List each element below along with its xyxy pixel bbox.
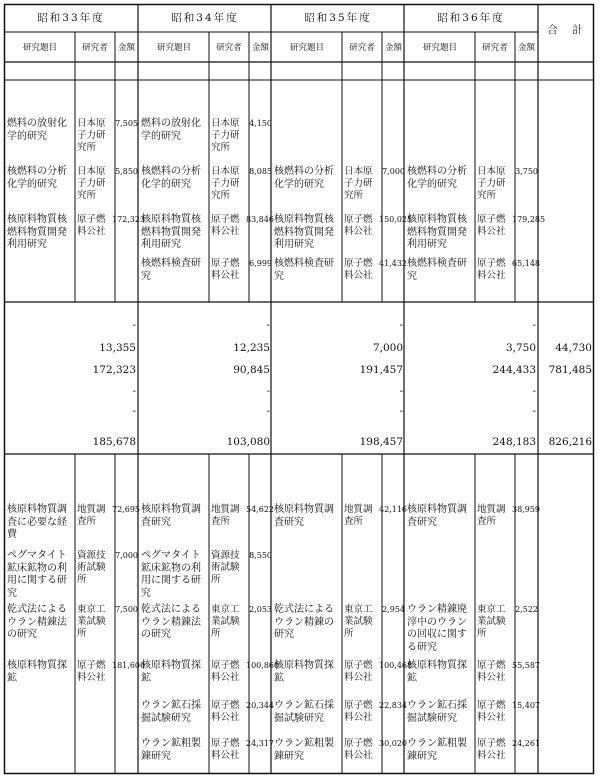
- summary-value: -: [399, 406, 403, 417]
- research-title: ウラン鉱粗製錬研究: [141, 738, 201, 762]
- researcher: 原子燃料公社: [211, 738, 240, 761]
- amount: 4,150: [249, 119, 272, 128]
- research-title: ウラン鉱石採掘試験研究: [274, 700, 334, 724]
- summary-total: 826,216: [548, 436, 592, 448]
- amount: 2,053: [249, 605, 272, 614]
- summary-value: 244,433: [492, 364, 536, 376]
- research-title: 核原料物質調査研究: [407, 504, 467, 528]
- year-header: 昭和33年度: [37, 12, 105, 24]
- researcher: 日本原子力研究所: [211, 166, 240, 201]
- amount: 38,959: [512, 505, 540, 514]
- amount: 179,285: [512, 215, 546, 224]
- research-title: ウラン鉱粗製錬研究: [274, 738, 334, 762]
- amount: 2,954: [382, 605, 405, 614]
- amount: 30,020: [379, 739, 407, 748]
- summary-value: -: [266, 406, 270, 417]
- researcher: 原子燃料公社: [77, 660, 106, 683]
- research-title: 核原料物質核燃料物質開発利用研究: [7, 214, 67, 250]
- summary-value: 248,183: [492, 436, 536, 448]
- researcher: 原子燃料公社: [211, 214, 240, 237]
- research-title: 核燃料の分析化学的研究: [7, 166, 67, 190]
- amount: 65,148: [512, 259, 540, 268]
- research-title: ペグマタイト鉱床鉱物の利用に関する研究: [7, 550, 67, 599]
- researcher: 日本原子力研究所: [77, 118, 106, 153]
- column-header-amount: 金額: [384, 43, 402, 53]
- amount: 54,622: [246, 505, 274, 514]
- amount: 150,025: [379, 215, 413, 224]
- researcher: 地質調査所: [344, 504, 373, 527]
- amount: 7,000: [115, 551, 138, 560]
- amount: 8,085: [249, 167, 272, 176]
- research-title: 乾式法によるウラン精錬の研究: [274, 604, 334, 640]
- researcher: 原子燃料公社: [477, 700, 506, 723]
- researcher: 地質調査所: [77, 504, 106, 527]
- year-header: 昭和34年度: [171, 12, 239, 24]
- research-title: 核原料物質調査に必要な経費: [7, 504, 67, 540]
- research-title: 核原料物質核燃料物質開発利用研究: [274, 214, 334, 250]
- amount: 41,432: [379, 259, 407, 268]
- researcher: 日本原子力研究所: [211, 118, 240, 153]
- summary-value: 191,457: [359, 364, 403, 376]
- research-title: 核燃料の分析化学的研究: [407, 166, 467, 190]
- research-title: ペグマタイト鉱床鉱物の利用に関する研究: [141, 550, 201, 599]
- summary-value: 7,000: [372, 342, 403, 354]
- column-header-amount: 金額: [251, 43, 269, 53]
- summary-value: 103,080: [226, 436, 270, 448]
- researcher: 原子燃料公社: [344, 214, 373, 237]
- amount: 83,846: [246, 215, 274, 224]
- budget-table: [4, 4, 594, 774]
- researcher: 原子燃料公社: [77, 214, 106, 237]
- research-title: 核燃料の分析化学的研究: [274, 166, 334, 190]
- column-header-amount: 金額: [517, 43, 535, 53]
- amount: 20,344: [246, 701, 274, 710]
- amount: 72,695: [112, 505, 140, 514]
- amount: 100,468: [379, 661, 413, 670]
- amount: 7,500: [115, 605, 138, 614]
- summary-value: -: [132, 320, 136, 331]
- summary-value: -: [532, 320, 536, 331]
- amount: 7,505: [115, 119, 138, 128]
- column-header-amount: 金額: [117, 43, 135, 53]
- research-title: 核原料物質調査研究: [141, 504, 201, 528]
- researcher: 日本原子力研究所: [77, 166, 106, 201]
- research-title: 核燃料の分析化学的研究: [141, 166, 201, 190]
- research-title: 乾式法によるウラン精錬法の研究: [141, 604, 201, 640]
- amount: 55,587: [512, 661, 540, 670]
- researcher: 原子燃料公社: [477, 660, 506, 683]
- amount: 3,750: [515, 167, 538, 176]
- researcher: 原子燃料公社: [344, 700, 373, 723]
- amount: 42,116: [379, 505, 407, 514]
- researcher: 東京工業試験所: [477, 604, 506, 639]
- summary-value: 13,355: [99, 342, 136, 354]
- amount: 7,000: [382, 167, 405, 176]
- summary-value: -: [132, 386, 136, 397]
- research-title: 核原料物質核燃料物質開発利用研究: [141, 214, 201, 250]
- research-title: 核原料物質探鉱: [407, 660, 467, 684]
- summary-value: -: [399, 320, 403, 331]
- amount: 22,834: [379, 701, 407, 710]
- research-title: 核原料物質探鉱: [141, 660, 201, 684]
- researcher: 原子燃料公社: [211, 258, 240, 281]
- summary-value: 198,457: [359, 436, 403, 448]
- summary-value: 185,678: [92, 436, 136, 448]
- research-title: ウラン鉱石採掘試験研究: [141, 700, 201, 724]
- amount: 5,850: [115, 167, 138, 176]
- amount: 24,261: [512, 739, 540, 748]
- researcher: 東京工業試験所: [211, 604, 240, 639]
- summary-total: 781,485: [548, 364, 592, 376]
- researcher: 原子燃料公社: [344, 660, 373, 683]
- researcher: 東京工業試験所: [344, 604, 373, 639]
- summary-value: 12,235: [233, 342, 270, 354]
- column-header-researcher: 研究者: [216, 43, 242, 53]
- research-title: 核燃料検査研究: [141, 258, 201, 282]
- column-header-researcher: 研究者: [82, 43, 108, 53]
- amount: 172,323: [112, 215, 146, 224]
- researcher: 地質調査所: [211, 504, 240, 527]
- summary-value: -: [266, 386, 270, 397]
- researcher: 原子燃料公社: [344, 258, 373, 281]
- summary-value: -: [532, 406, 536, 417]
- amount: 6,999: [249, 259, 272, 268]
- researcher: 原子燃料公社: [477, 738, 506, 761]
- researcher: 東京工業試験所: [77, 604, 106, 639]
- summary-value: 3,750: [505, 342, 536, 354]
- amount: 15,407: [512, 701, 540, 710]
- summary-value: -: [399, 386, 403, 397]
- column-header-researcher: 研究者: [482, 43, 508, 53]
- research-title: ウラン鉱石採掘試験研究: [407, 700, 467, 724]
- research-title: 核原料物質探鉱: [7, 660, 67, 684]
- research-title: 核原料物質核燃料物質開発利用研究: [407, 214, 467, 250]
- researcher: 日本原子力研究所: [477, 166, 506, 201]
- research-title: 核原料物質探鉱: [274, 660, 334, 684]
- amount: 100,860: [246, 661, 280, 670]
- amount: 24,317: [246, 739, 274, 748]
- amount: 8,550: [249, 551, 272, 560]
- column-header-title: 研究題目: [289, 43, 324, 53]
- research-title: ウラン精錬廃滓中のウランの回収に関する研究: [407, 604, 467, 653]
- column-header-title: 研究題目: [422, 43, 457, 53]
- summary-value: -: [132, 406, 136, 417]
- total-header: 合 計: [547, 24, 585, 36]
- summary-total: 44,730: [555, 342, 592, 354]
- summary-value: 90,845: [233, 364, 270, 376]
- researcher: 原子燃料公社: [477, 214, 506, 237]
- researcher: 日本原子力研究所: [344, 166, 373, 201]
- research-title: 核燃料検査研究: [274, 258, 334, 282]
- research-title: 乾式法によるウラン精錬法の研究: [7, 604, 67, 640]
- research-title: 燃料の放射化学的研究: [7, 118, 67, 142]
- researcher: 原子燃料公社: [344, 738, 373, 761]
- summary-value: -: [266, 320, 270, 331]
- researcher: 原子燃料公社: [477, 258, 506, 281]
- research-title: ウラン鉱粗製錬研究: [407, 738, 467, 762]
- researcher: 原子燃料公社: [211, 660, 240, 683]
- researcher: 地質調査所: [477, 504, 506, 527]
- summary-value: -: [532, 386, 536, 397]
- year-header: 昭和36年度: [437, 12, 505, 24]
- research-title: 核燃料検査研究: [407, 258, 467, 282]
- amount: 2,522: [515, 605, 538, 614]
- column-header-researcher: 研究者: [349, 43, 375, 53]
- research-title: 核原料物質調査研究: [274, 504, 334, 528]
- column-header-title: 研究題目: [156, 43, 191, 53]
- year-header: 昭和35年度: [304, 12, 372, 24]
- research-title: 燃料の放射化学的研究: [141, 118, 201, 142]
- researcher: 資源技術試験所: [211, 550, 240, 585]
- amount: 181,600: [112, 661, 146, 670]
- researcher: 原子燃料公社: [211, 700, 240, 723]
- researcher: 資源技術試験所: [77, 550, 106, 585]
- column-header-title: 研究題目: [22, 43, 57, 53]
- summary-value: 172,323: [92, 364, 136, 376]
